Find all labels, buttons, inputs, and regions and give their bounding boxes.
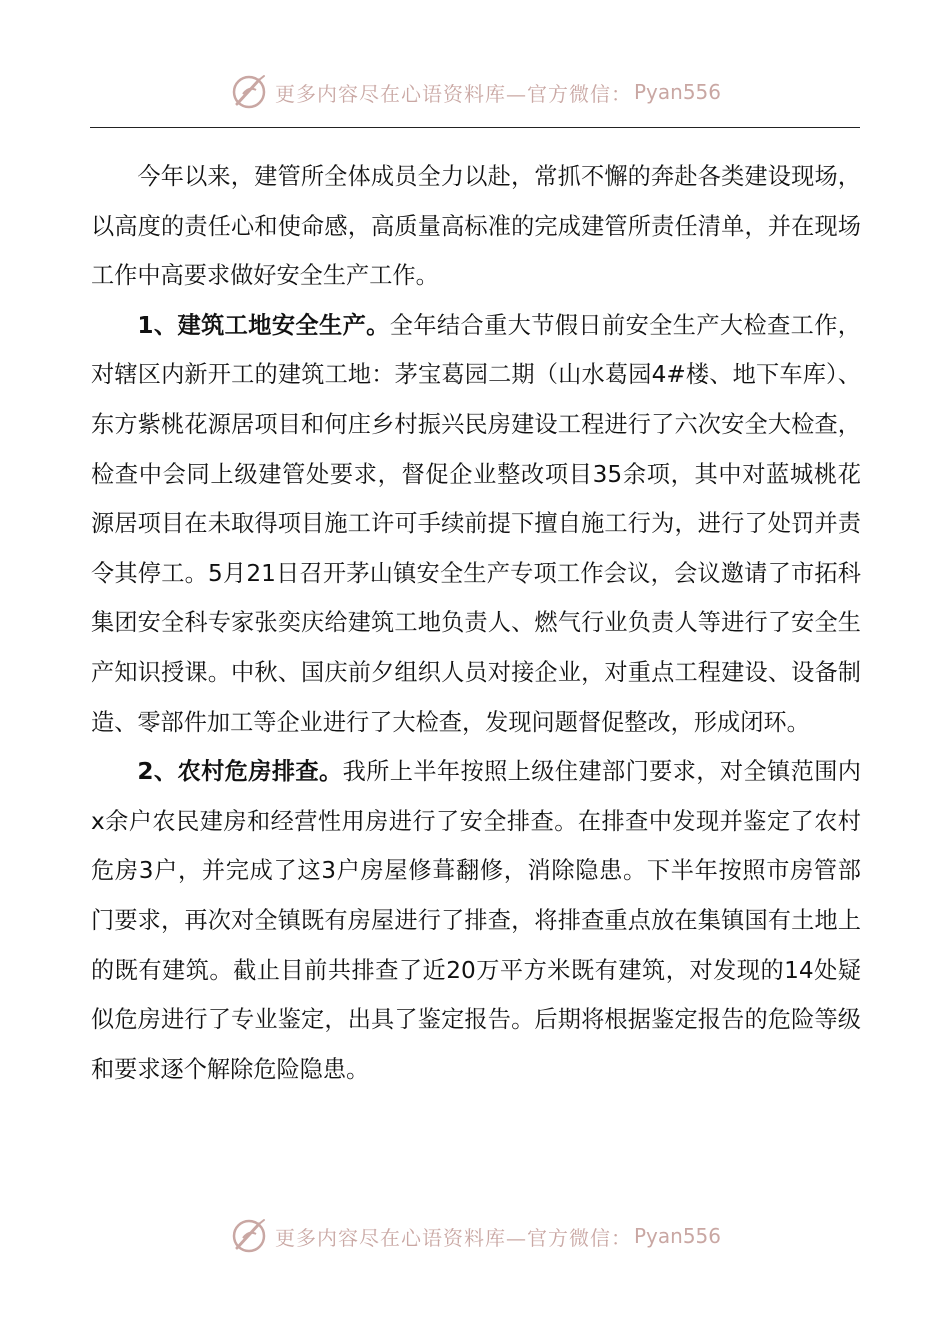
section-heading-construction-safety: 1、建筑工地安全生产。 (137, 311, 390, 339)
watermark-text: 更多内容尽在心语资料库—官方微信： (274, 1225, 632, 1250)
watermark-wechat-id: Pyan556 (633, 80, 721, 104)
watermark-wechat-id: Pyan556 (633, 1224, 721, 1248)
pen-logo-icon (229, 72, 269, 112)
header-divider (90, 127, 860, 128)
document-body (91, 152, 861, 1094)
pen-logo-icon (229, 1216, 269, 1256)
paragraph-intro-body: 今年以来，建管所全体成员全力以赴，常抓不懈的奔赴各类建设现场，以高度的责任心和使命感，高质量高标准的完成建管所责任清单，并在现场工作中高要求做好安全生产工作。 (91, 163, 861, 290)
section-heading-rural-housing: 2、农村危房排查。 (137, 758, 343, 786)
footer-watermark (0, 1214, 950, 1258)
watermark-text: 更多内容尽在心语资料库—官方微信： (274, 81, 632, 106)
paragraph-construction-safety (91, 301, 861, 747)
paragraph-rural-housing-body: 我所上半年按照上级住建部门要求，对全镇范围内x余户农民建房和经营性用房进行了安全排查。在排查中发现并鉴定了农村危房3户，并完成了这3户房屋修葺翻修，消除隐患。下半年按照市房管部门要求，再次对全镇既有房屋进行了排查，将排查重点放在集镇国有土地上的既有建筑。截止目前共排查了近20万平方米既有建筑，对发现的14处疑似危房进行了专业鉴定，出具了鉴定报告。后期将根据鉴定报告的危险等级和要求逐个解除危险隐患。 (91, 758, 861, 1083)
paragraph-construction-safety-body: 全年结合重大节假日前安全生产大检查工作，对辖区内新开工的建筑工地：茅宝葛园二期（山水葛园4#楼、地下车库）、东方紫桃花源居项目和何庄乡村振兴民房建设工程进行了六次安全大检查，检查中会同上级建管处要求，督促企业整改项目35余项，其中对蓝城桃花源居项目在未取得项目施工许可手续前提下擅自施工行为，进行了处罚并责令其停工。5月21日召开茅山镇安全生产专项工作会议，会议邀请了市拓科集团安全科专家张奕庆给建筑工地负责人、燃气行业负责人等进行了安全生产知识授课。中秋、国庆前夕组织人员对接企业，对重点工程建设、设备制造、零部件加工等企业进行了大检查，发现问题督促整改，形成闭环。 (91, 311, 861, 736)
paragraph-rural-housing (91, 747, 861, 1094)
header-watermark (0, 70, 950, 114)
paragraph-intro (91, 152, 861, 301)
